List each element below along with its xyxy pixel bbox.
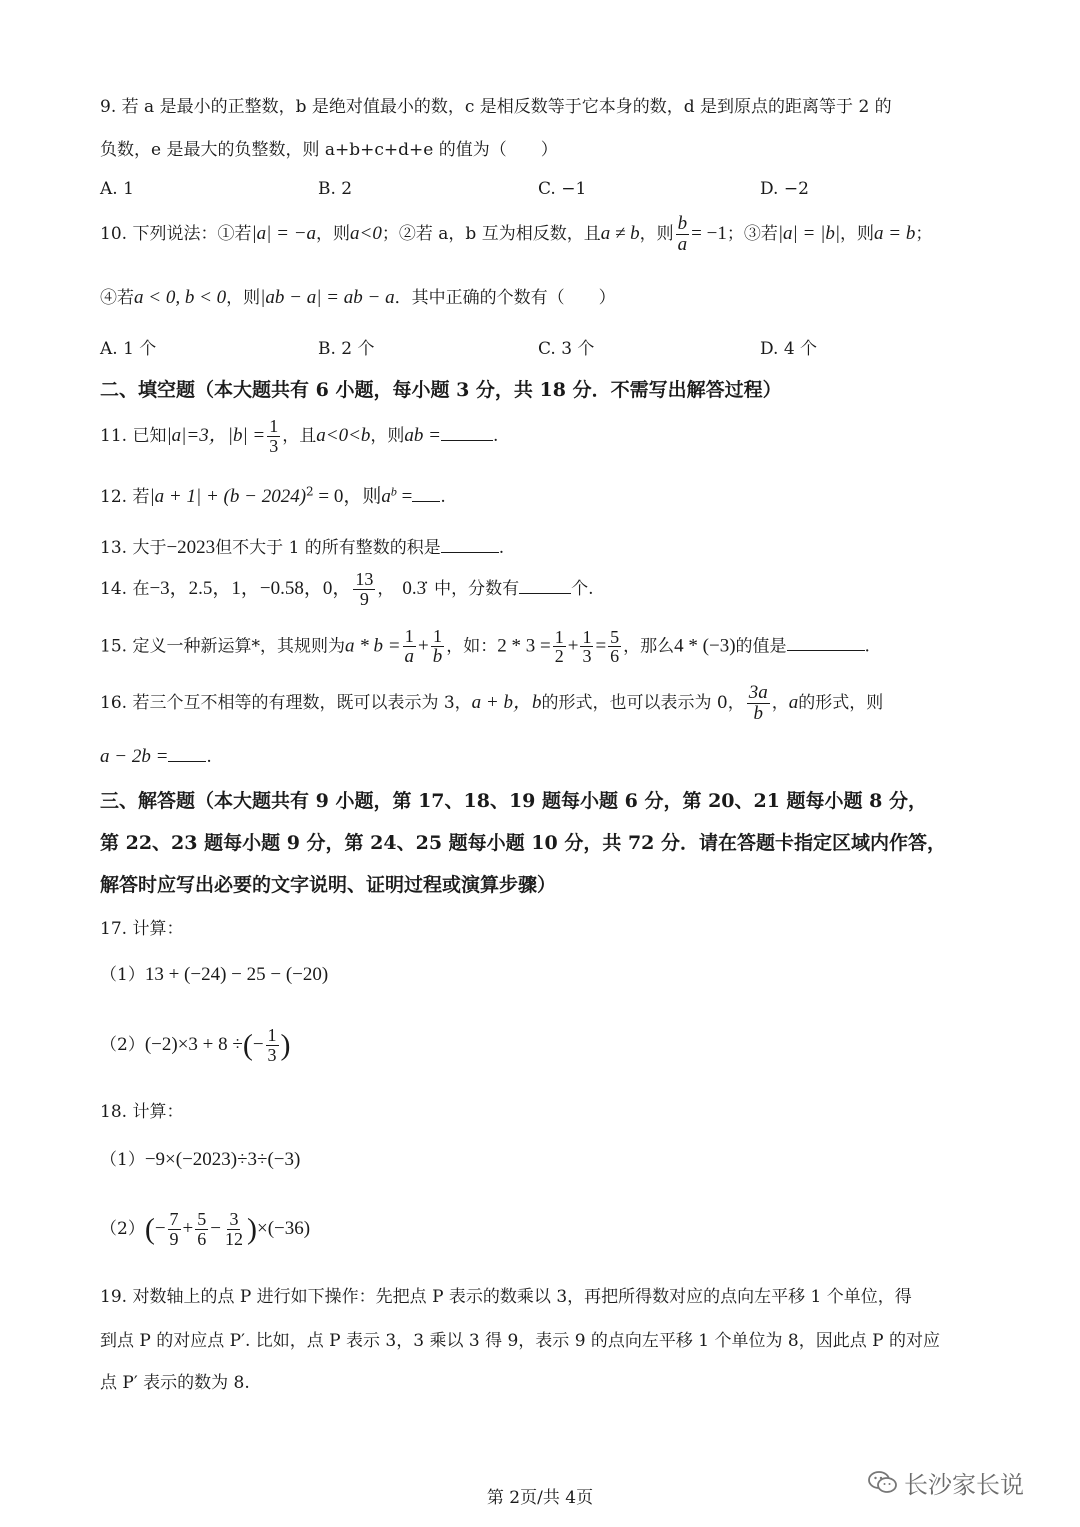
q17-part1: （1）13 + (−24) − 25 − (−20) bbox=[100, 964, 329, 985]
q18-title: 18. 计算： bbox=[100, 1102, 184, 1122]
q12-answer-blank[interactable] bbox=[412, 483, 440, 502]
q12: 12. 若$|a + 1| + (b - 2024)^2 = 0$，则$a^b$ = . bbox=[100, 484, 446, 507]
q13-answer-blank[interactable] bbox=[441, 534, 499, 553]
q17-title: 17. 计算： bbox=[100, 919, 184, 939]
q16-answer-blank[interactable] bbox=[168, 743, 206, 762]
q10-line1: 10. 下列说法：①若|a| = −a，则a<0；②若 a，b 互为相反数，且a ≠ b，则 $\frac{b}{a}$ = −1；③若|a| = |b|，则a = b； bbox=[100, 213, 933, 255]
q10-option-c: C. 3 个 bbox=[538, 339, 595, 359]
q15: 15. 定义一种新运算*，其规则为a * b = $\frac{1}{a}$ + $\frac{1}{b}$ ，如：2 * 3 = $\frac{1}{2}$ + $\frac{1}{3}$ = $\frac{5}{6}$ ，那么4 * (−3)的值是 . bbox=[100, 626, 870, 667]
q16-line2: a − 2b = . bbox=[100, 743, 212, 768]
q16-line1: 16. 若三个互不相等的有理数，既可以表示为 3，a + b，b的形式，也可以表示为 0， $\frac{3a}{b}$ ，a的形式，则 bbox=[100, 682, 884, 724]
watermark-text: 长沙家长说 bbox=[904, 1471, 1024, 1499]
q9-option-a: A. 1 bbox=[100, 179, 134, 199]
q11-answer-blank[interactable] bbox=[441, 422, 493, 441]
page-number: 第 2页/共 4页 bbox=[486, 1488, 594, 1508]
section3-line1: 三、解答题（本大题共有 9 小题，第 17、18、19 题每小题 6 分，第 20、21 题每小题 8 分， bbox=[100, 790, 928, 812]
q14: 14. 在−3，2.5，1，−0.58，0， $\frac{13}{9}$ ， 0.3̇ 中，分数有 个. bbox=[100, 569, 594, 609]
q9-option-d: D. −2 bbox=[760, 179, 809, 199]
q18-part1: （1）−9×(−2023)÷3÷(−3) bbox=[100, 1149, 301, 1170]
section3-line2: 第 22、23 题每小题 9 分，第 24、25 题每小题 10 分，共 72 分．请在答题卡指定区域内作答， bbox=[100, 832, 947, 854]
q10-option-a: A. 1 个 bbox=[100, 339, 157, 359]
q9-line1: 9. 若 a 是最小的正整数，b 是绝对值最小的数，c 是相反数等于它本身的数，d 是到原点的距离等于 2 的 bbox=[100, 97, 892, 117]
q9-option-c: C. −1 bbox=[538, 179, 587, 199]
q11: 11. 已知|a|=3，|b| = $\frac{1}{3}$ ，且a<0<b，则ab = . bbox=[100, 416, 499, 456]
q18-part2: （2）(− $\frac{7}{9}$ + $\frac{5}{6}$ − $\frac{3}{12}$ )×(−36) bbox=[100, 1209, 311, 1249]
q13: 13. 大于−2023但不大于 1 的所有整数的积是 . bbox=[100, 533, 504, 559]
q14-answer-blank[interactable] bbox=[519, 575, 571, 594]
q15-answer-blank[interactable] bbox=[787, 632, 865, 651]
q10-option-b: B. 2 个 bbox=[318, 339, 375, 359]
q10-option-d: D. 4 个 bbox=[760, 339, 818, 359]
q17-part2: （2）(−2)×3 + 8 ÷(− $\frac{1}{3}$ ) bbox=[100, 1025, 291, 1065]
q19-line1: 19. 对数轴上的点 P 进行如下操作：先把点 P 表示的数乘以 3，再把所得数对应的点向左平移 1 个单位，得 bbox=[100, 1287, 912, 1307]
q19-line3: 点 P′ 表示的数为 8. bbox=[100, 1373, 250, 1393]
q10-line2: ④若a < 0, b < 0，则|ab − a| = ab − a．其中正确的个数有（ ） bbox=[100, 287, 616, 308]
wechat-icon bbox=[868, 1470, 898, 1502]
q10-fraction: $\frac{b}{a}$ bbox=[677, 213, 688, 255]
q9-option-b: B. 2 bbox=[318, 179, 353, 199]
section2-title: 二、填空题（本大题共有 6 小题，每小题 3 分，共 18 分．不需写出解答过程） bbox=[100, 379, 782, 401]
watermark bbox=[868, 1465, 1024, 1502]
q19-line2: 到点 P 的对应点 P′. 比如，点 P 表示 3，3 乘以 3 得 9，表示 9 的点向左平移 1 个单位为 8，因此点 P 的对应 bbox=[100, 1331, 940, 1351]
section3-line3: 解答时应写出必要的文字说明、证明过程或演算步骤） bbox=[100, 874, 557, 896]
q9-line2: 负数，e 是最大的负整数，则 a+b+c+d+e 的值为（ ） bbox=[100, 140, 558, 160]
